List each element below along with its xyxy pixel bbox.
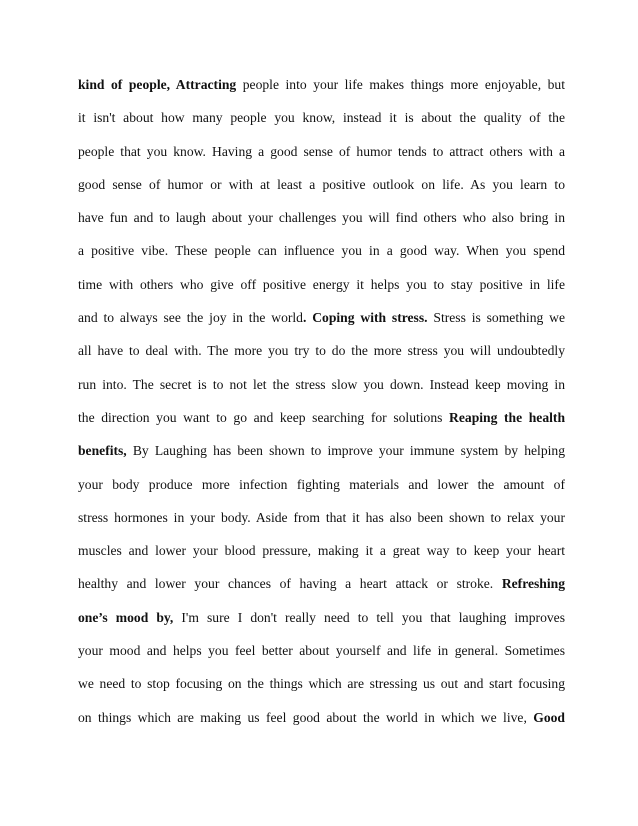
bold-heading-text: kind of people, Attracting (78, 77, 237, 92)
text-line (78, 234, 565, 267)
body-text: your body produce more infection fighting materials and lower the amount of (78, 476, 565, 492)
body-text: good sense of humor or with at least a positive outlook on life. As you learn to (78, 176, 565, 192)
body-text: people that you know. Having a good sense of humor tends to attract others with a (78, 143, 565, 159)
body-text: we need to stop focusing on the things which are stressing us out and start focusing (78, 676, 565, 692)
body-text: it isn't about how many people you know, instead it is about the quality of the (78, 110, 565, 126)
text-line (78, 501, 565, 534)
body-text: stress hormones in your body. Aside from that it has also been shown to relax your (78, 509, 565, 525)
bold-heading-text: Good (533, 709, 565, 725)
text-line (78, 401, 565, 434)
text-line (78, 268, 565, 301)
bold-heading-text: Refreshing (501, 576, 565, 592)
body-text: the direction you want to go and keep searching for solutions (78, 409, 450, 425)
text-line (78, 368, 565, 401)
text-line (78, 201, 565, 234)
text-line (78, 434, 565, 467)
body-text: By Laughing has been shown to improve your immune system by helping (126, 443, 565, 459)
text-line (78, 634, 565, 667)
body-text: have fun and to laugh about your challenges you will find others who also bring in (78, 210, 565, 226)
text-line (78, 68, 565, 101)
body-text: all have to deal with. The more you try to do the more stress you will undoubtedly (78, 343, 565, 359)
bold-heading-text: . Coping with stress. (302, 310, 428, 326)
document-body (78, 68, 565, 734)
text-line (78, 301, 565, 334)
body-text: a positive vibe. These people can influence you in a good way. When you spend (78, 243, 565, 259)
text-line (78, 701, 565, 734)
bold-heading-text: one’s mood by, (78, 609, 174, 625)
body-text: time with others who give off positive energy it helps you to stay positive in life (78, 276, 565, 292)
body-text: your mood and helps you feel better about yourself and life in general. Sometimes (78, 643, 565, 659)
text-line (78, 468, 565, 501)
body-text: healthy and lower your chances of having a heart attack or stroke. (78, 576, 502, 592)
body-text: on things which are making us feel good about the world in which we live, (78, 709, 534, 725)
body-text: I'm sure I don't really need to tell you that laughing improves (173, 609, 565, 625)
body-text: people into your life makes things more enjoyable, but (236, 77, 565, 92)
body-text: and to always see the joy in the world (78, 310, 303, 326)
text-line (78, 567, 565, 600)
text-line (78, 101, 565, 134)
text-line (78, 168, 565, 201)
body-text: run into. The secret is to not let the stress slow you down. Instead keep moving in (78, 376, 565, 392)
bold-heading-text: benefits, (78, 443, 127, 459)
text-line (78, 135, 565, 168)
body-text: muscles and lower your blood pressure, making it a great way to keep your heart (78, 543, 565, 559)
text-line (78, 334, 565, 367)
body-text: Stress is something we (427, 310, 565, 326)
text-line (78, 601, 565, 634)
text-line (78, 667, 565, 700)
text-line (78, 534, 565, 567)
bold-heading-text: Reaping the health (449, 409, 565, 425)
